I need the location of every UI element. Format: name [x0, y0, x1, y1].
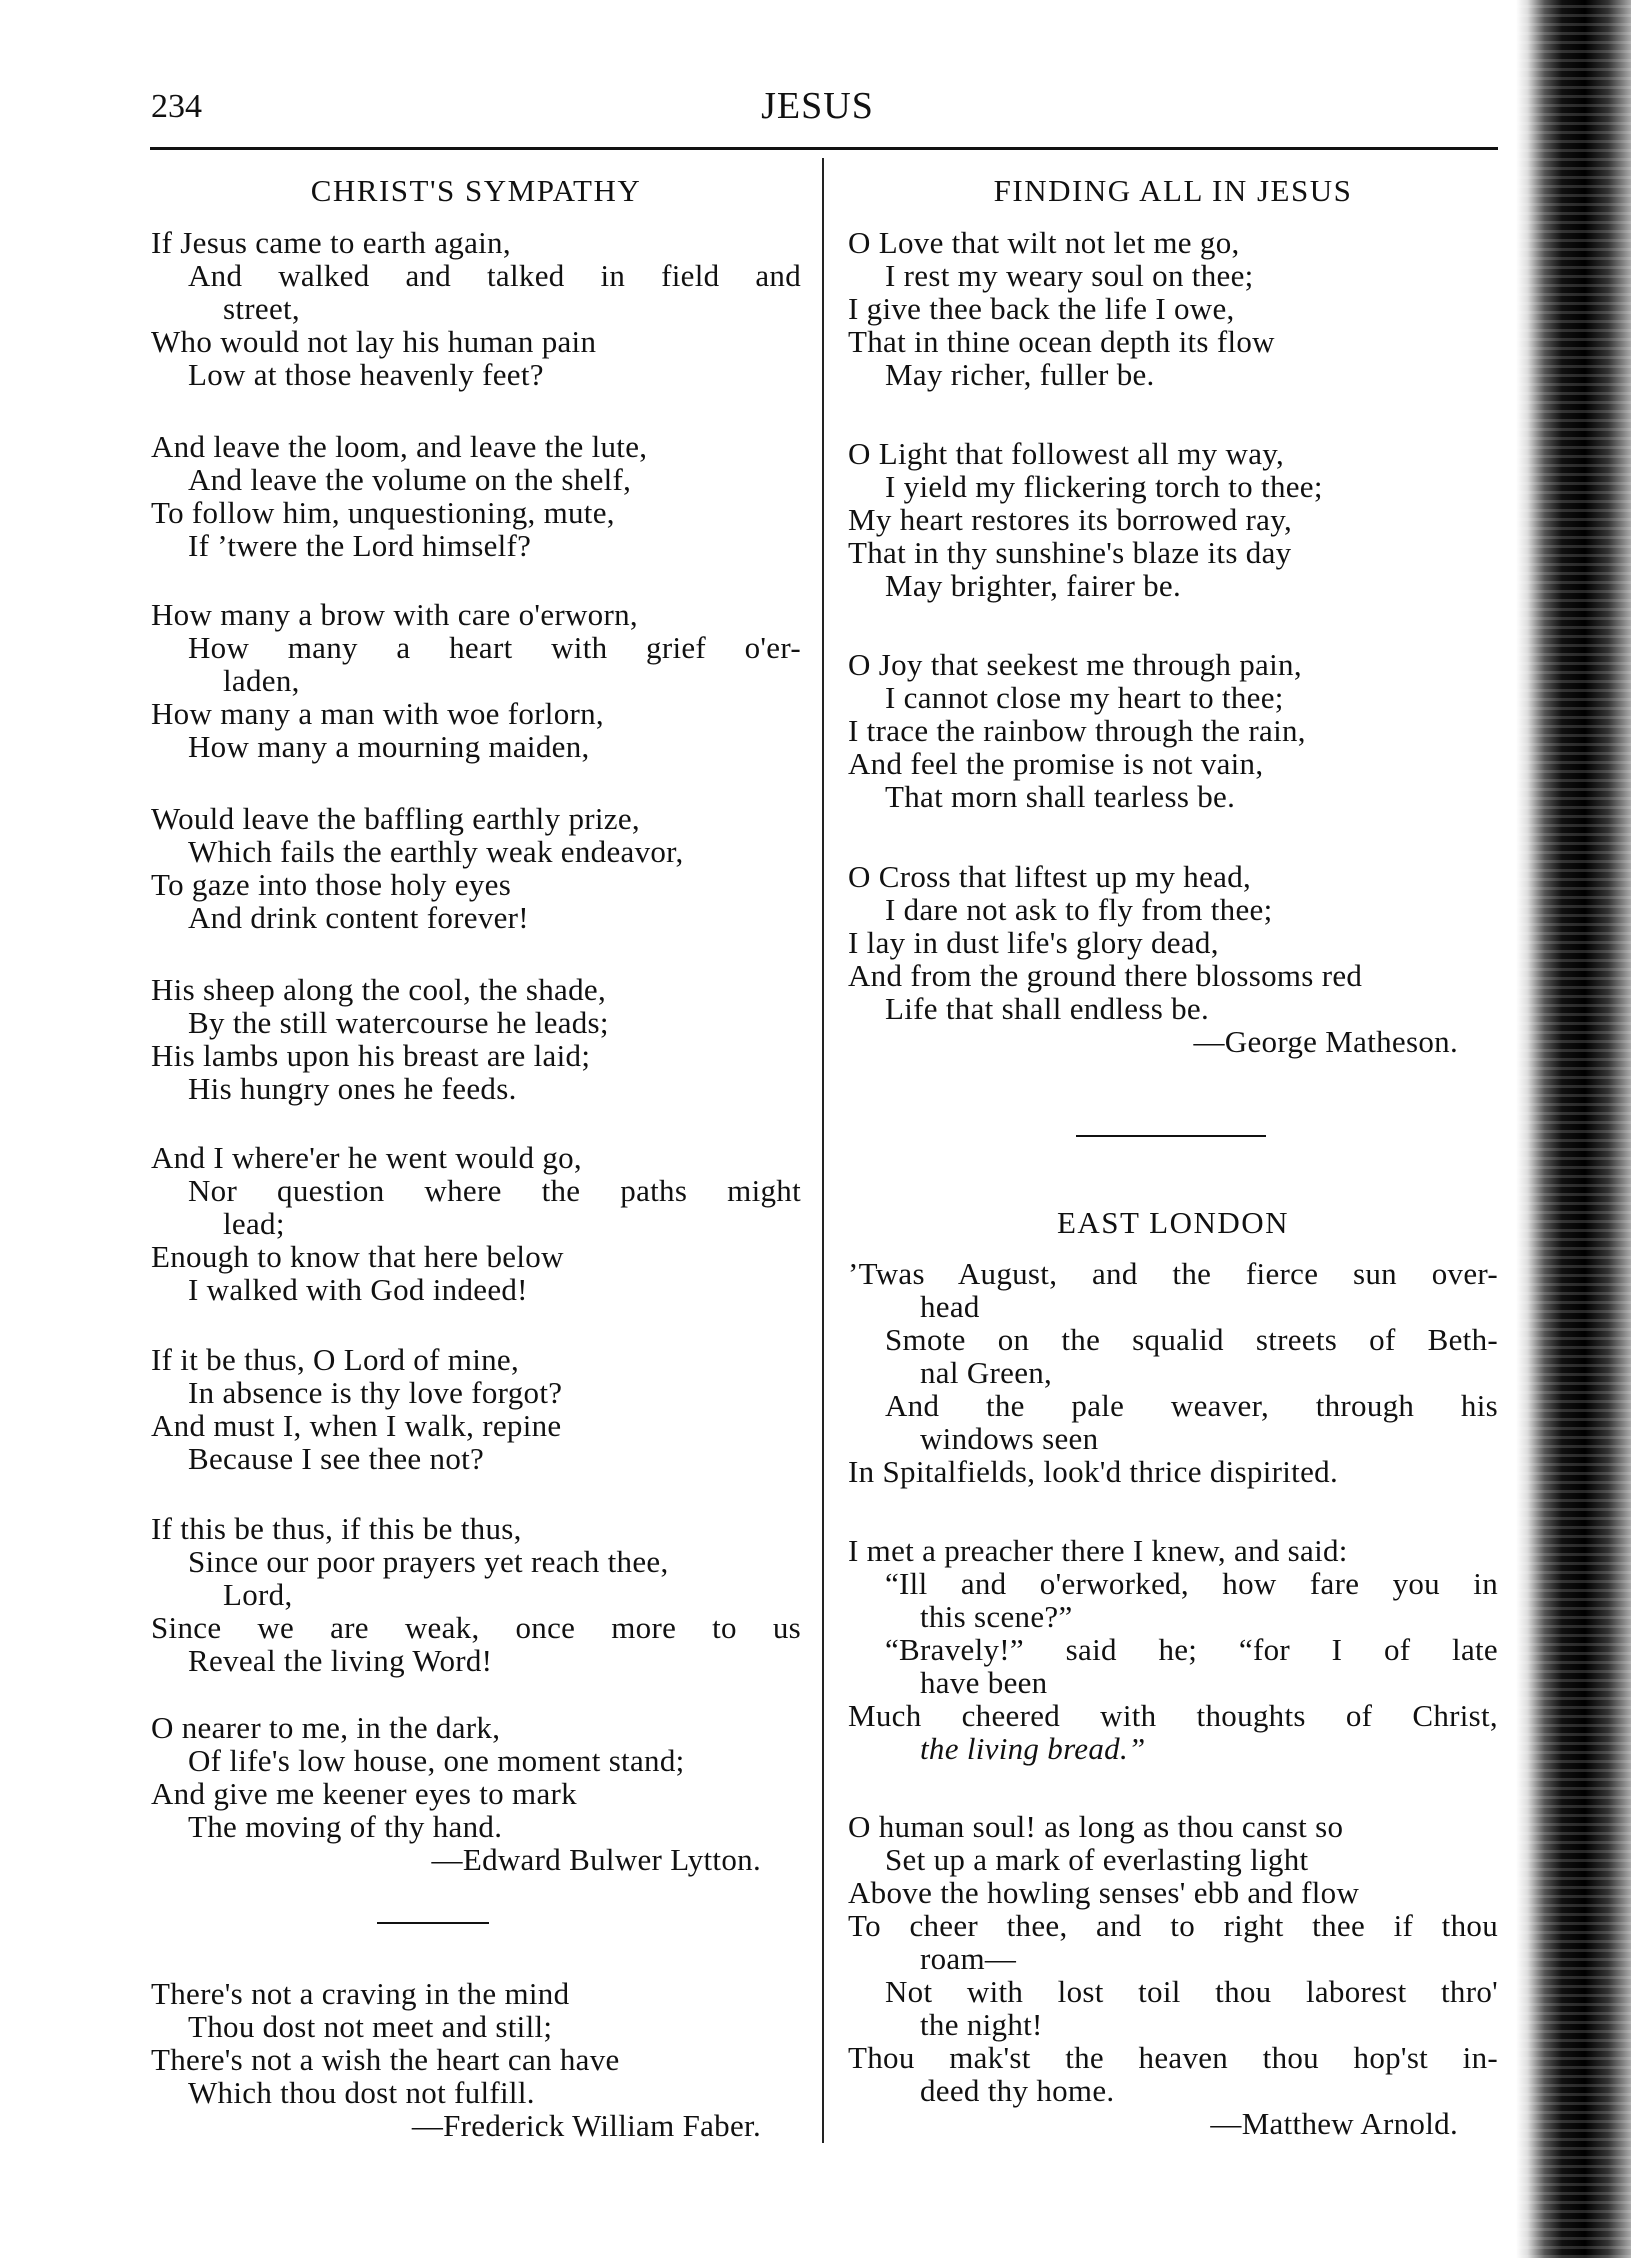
verse-line: How many a mourning maiden, [188, 729, 590, 764]
verse-line: O human soul! as long as thou canst so [848, 1809, 1344, 1844]
verse-line: His hungry ones he feeds. [188, 1071, 517, 1106]
verse-line: Not with lost toil thou laborest thro' [885, 1974, 1498, 2009]
verse-line: Lord, [223, 1577, 293, 1612]
poem-title-finding-all-in-jesus: FINDING ALL IN JESUS [993, 173, 1353, 208]
verse-line: And the pale weaver, through his [885, 1388, 1498, 1423]
verse-line: If ’twere the Lord himself? [188, 528, 532, 563]
verse-line: I cannot close my heart to thee; [885, 680, 1284, 715]
verse-line: And walked and talked in field and [188, 258, 801, 293]
stanza [151, 802, 801, 934]
stanza [848, 226, 1498, 391]
verse-line: Thou mak'st the heaven thou hop'st in- [848, 2040, 1498, 2075]
verse-line: street, [223, 291, 300, 326]
verse-line: I met a preacher there I knew, and said: [848, 1533, 1348, 1568]
column-divider [822, 158, 824, 2143]
verse-line: lead; [223, 1206, 285, 1241]
stanza [151, 1977, 801, 2142]
verse-line: roam— [920, 1941, 1017, 1976]
verse-line: Since our poor prayers yet reach thee, [188, 1544, 669, 1579]
verse-line: Much cheered with thoughts of Christ, [848, 1698, 1498, 1733]
verse-line: have been [920, 1665, 1048, 1700]
verse-line: How many a brow with care o'erworn, [151, 597, 638, 632]
verse-line: And must I, when I walk, repine [151, 1408, 562, 1443]
verse-line: Who would not lay his human pain [151, 324, 597, 359]
stanza [151, 1711, 801, 1876]
verse-line: Smote on the squalid streets of Beth- [885, 1322, 1498, 1357]
verse-line: His lambs upon his breast are laid; [151, 1038, 591, 1073]
poem-title-christs-sympathy: CHRIST'S SYMPATHY [310, 173, 642, 208]
running-title [0, 84, 1631, 128]
verse-line: And leave the loom, and leave the lute, [151, 429, 648, 464]
verse-line: How many a heart with grief o'er- [188, 630, 801, 665]
verse-line: If Jesus came to earth again, [151, 225, 511, 260]
stanza [151, 598, 801, 763]
verse-line: Thou dost not meet and still; [188, 2009, 553, 2044]
verse-line: I trace the rainbow through the rain, [848, 713, 1306, 748]
verse-line: In Spitalfields, look'd thrice dispirited. [848, 1454, 1338, 1489]
verse-line: By the still watercourse he leads; [188, 1005, 609, 1040]
verse-line: How many a man with woe forlorn, [151, 696, 604, 731]
verse-line: O nearer to me, in the dark, [151, 1710, 501, 1745]
verse-line: May richer, fuller be. [885, 357, 1155, 392]
verse-line: the living bread.” [920, 1731, 1146, 1766]
attribution: —George Matheson. [1193, 1024, 1458, 1059]
verse-line: There's not a craving in the mind [151, 1976, 570, 2011]
verse-line: Since we are weak, once more to us [151, 1610, 801, 1645]
stanza [848, 1257, 1498, 1488]
stanza [151, 1343, 801, 1475]
verse-line: The moving of thy hand. [188, 1809, 503, 1844]
verse-line: And I where'er he went would go, [151, 1140, 582, 1175]
verse-line: O Light that followest all my way, [848, 436, 1285, 471]
verse-line: “Bravely!” said he; “for I of late [885, 1632, 1498, 1667]
verse-line: I walked with God indeed! [188, 1272, 528, 1307]
verse-line: And drink content forever! [188, 900, 529, 935]
verse-line: And give me keener eyes to mark [151, 1776, 577, 1811]
stanza [848, 1810, 1498, 2140]
verse-line: His sheep along the cool, the shade, [151, 972, 607, 1007]
verse-line: “Ill and o'erworked, how fare you in [885, 1566, 1498, 1601]
verse-line: To follow him, unquestioning, mute, [151, 495, 615, 530]
verse-line: Set up a mark of everlasting light [885, 1842, 1309, 1877]
section-separator [377, 1922, 489, 1924]
verse-line: Which fails the earthly weak endeavor, [188, 834, 684, 869]
verse-line: ’Twas August, and the fierce sun over- [848, 1256, 1498, 1291]
stanza [848, 437, 1498, 602]
verse-line: Low at those heavenly feet? [188, 357, 544, 392]
verse-line: this scene?” [920, 1599, 1073, 1634]
verse-line: I rest my weary soul on thee; [885, 258, 1254, 293]
verse-line: nal Green, [920, 1355, 1053, 1390]
verse-line: If this be thus, if this be thus, [151, 1511, 522, 1546]
stanza [848, 860, 1498, 1058]
verse-line: I give thee back the life I owe, [848, 291, 1235, 326]
stanza [151, 430, 801, 562]
attribution: —Edward Bulwer Lytton. [431, 1842, 761, 1877]
verse-line: That in thy sunshine's blaze its day [848, 535, 1292, 570]
verse-line: deed thy home. [920, 2073, 1115, 2108]
stanza [848, 1534, 1498, 1765]
verse-line: O Love that wilt not let me go, [848, 225, 1240, 260]
verse-line: Enough to know that here below [151, 1239, 564, 1274]
verse-line: Of life's low house, one moment stand; [188, 1743, 685, 1778]
verse-line: Which thou dost not fulfill. [188, 2075, 535, 2110]
stanza [151, 973, 801, 1105]
verse-line: head [920, 1289, 980, 1324]
book-binding-shadow [1516, 0, 1631, 2258]
poem-title-east-london: EAST LONDON [1056, 1205, 1290, 1240]
verse-line: Because I see thee not? [188, 1441, 485, 1476]
header-rule [150, 147, 1498, 150]
verse-line: Reveal the living Word! [188, 1643, 493, 1678]
verse-line: I yield my flickering torch to thee; [885, 469, 1323, 504]
verse-line: laden, [223, 663, 300, 698]
section-separator [1076, 1135, 1266, 1137]
page-number: 234 [151, 88, 202, 125]
verse-line: That morn shall tearless be. [885, 779, 1236, 814]
verse-line: I dare not ask to fly from thee; [885, 892, 1273, 927]
verse-line: windows seen [920, 1421, 1099, 1456]
verse-line: O Joy that seekest me through pain, [848, 647, 1302, 682]
verse-line: And leave the volume on the shelf, [188, 462, 632, 497]
stanza [151, 1512, 801, 1677]
verse-line: My heart restores its borrowed ray, [848, 502, 1293, 537]
running-title-text: JESUS [761, 85, 874, 127]
verse-line: I lay in dust life's glory dead, [848, 925, 1219, 960]
verse-line: May brighter, fairer be. [885, 568, 1182, 603]
verse-line: Nor question where the paths might [188, 1173, 801, 1208]
verse-line: O Cross that liftest up my head, [848, 859, 1252, 894]
verse-line: In absence is thy love forgot? [188, 1375, 563, 1410]
verse-line: There's not a wish the heart can have [151, 2042, 620, 2077]
verse-line: To gaze into those holy eyes [151, 867, 512, 902]
verse-line: That in thine ocean depth its flow [848, 324, 1275, 359]
stanza [151, 226, 801, 391]
stanza [151, 1141, 801, 1306]
verse-line: And feel the promise is not vain, [848, 746, 1264, 781]
verse-line: Life that shall endless be. [885, 991, 1210, 1026]
stanza [848, 648, 1498, 813]
verse-line: Above the howling senses' ebb and flow [848, 1875, 1360, 1910]
attribution: —Frederick William Faber. [411, 2108, 761, 2143]
verse-line: To cheer thee, and to right thee if thou [848, 1908, 1498, 1943]
verse-line: And from the ground there blossoms red [848, 958, 1363, 993]
verse-line: If it be thus, O Lord of mine, [151, 1342, 520, 1377]
verse-line: the night! [920, 2007, 1043, 2042]
attribution: —Matthew Arnold. [1210, 2106, 1458, 2141]
verse-line: Would leave the baffling earthly prize, [151, 801, 640, 836]
